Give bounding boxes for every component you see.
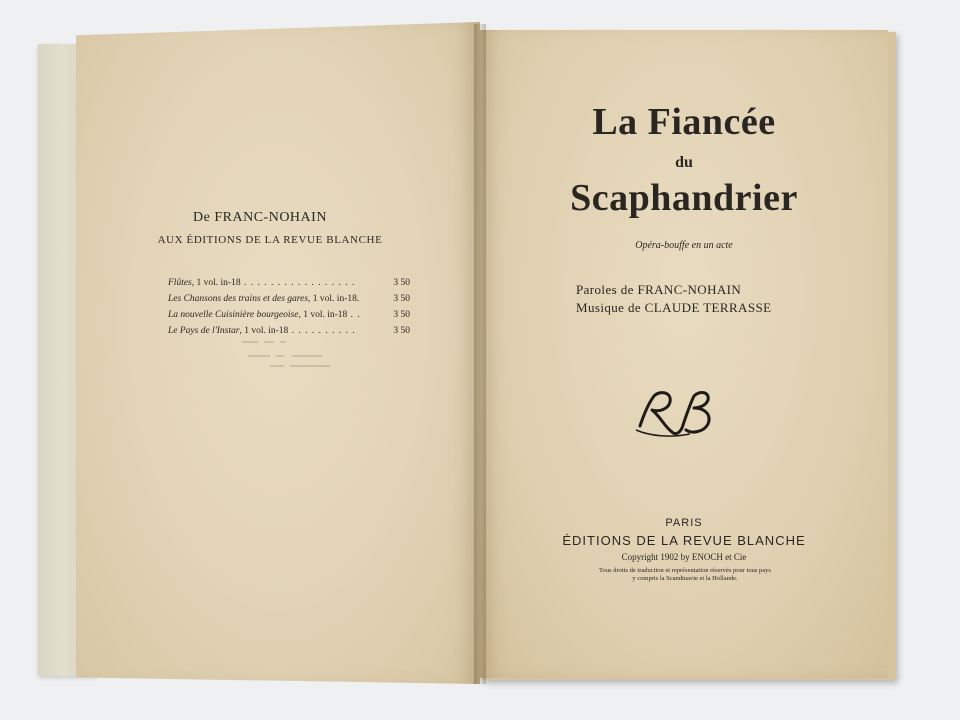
work-title: Le Pays de l'Instar [168, 326, 240, 336]
leader-dots: . . . . . . . . . . . . . . . . . [240, 278, 356, 288]
work-format: , 1 vol. in-18. [308, 294, 360, 304]
list-item [168, 294, 410, 310]
title-line-2: Scaphandrier [570, 177, 798, 219]
list-item [168, 278, 410, 294]
work-price: 3 50 [393, 310, 410, 320]
music-credit: Musique de CLAUDE TERRASSE [576, 300, 772, 315]
rights-notice [580, 567, 790, 583]
leader-dots: . . [347, 310, 361, 320]
leader-dots: . . . . . . . . . . [288, 326, 356, 336]
work-title: Flûtes [168, 278, 192, 288]
work-format: , 1 vol. in-18 [191, 278, 241, 288]
revue-blanche-logo [630, 386, 720, 442]
work-price: 3 50 [393, 326, 410, 336]
works-list [168, 278, 410, 342]
work-title: La nouvelle Cuisinière bourgeoise [168, 310, 299, 320]
rights-line-2: y compris la Scandinavie et la Hollande. [632, 575, 738, 582]
publisher-city: PARIS [665, 517, 703, 529]
lyrics-credit: Paroles de FRANC-NOHAIN [576, 282, 742, 297]
work-price: 3 50 [393, 294, 410, 304]
title-connector: du [675, 154, 693, 171]
list-item [168, 310, 410, 326]
work-format: , 1 vol. in-18 [298, 310, 348, 320]
rights-line-1: Tous droits de traduction et représentation réservés pour tous pays [599, 567, 771, 574]
left-page-publisher: AUX ÉDITIONS DE LA REVUE BLANCHE [157, 234, 383, 246]
show-through-marks [240, 336, 350, 370]
work-format: , 1 vol. in-18 [239, 326, 289, 336]
work-title: Les Chansons des trains et des gares [168, 294, 309, 304]
work-price: 3 50 [393, 278, 410, 288]
title-line-1: La Fiancée [592, 101, 776, 143]
left-page-author: De FRANC-NOHAIN [193, 210, 327, 225]
publisher-name: ÉDITIONS DE LA REVUE BLANCHE [562, 533, 806, 548]
subtitle: Opéra-bouffe en un acte [635, 240, 733, 251]
copyright-line: Copyright 1902 by ENOCH et Cie [621, 552, 747, 562]
